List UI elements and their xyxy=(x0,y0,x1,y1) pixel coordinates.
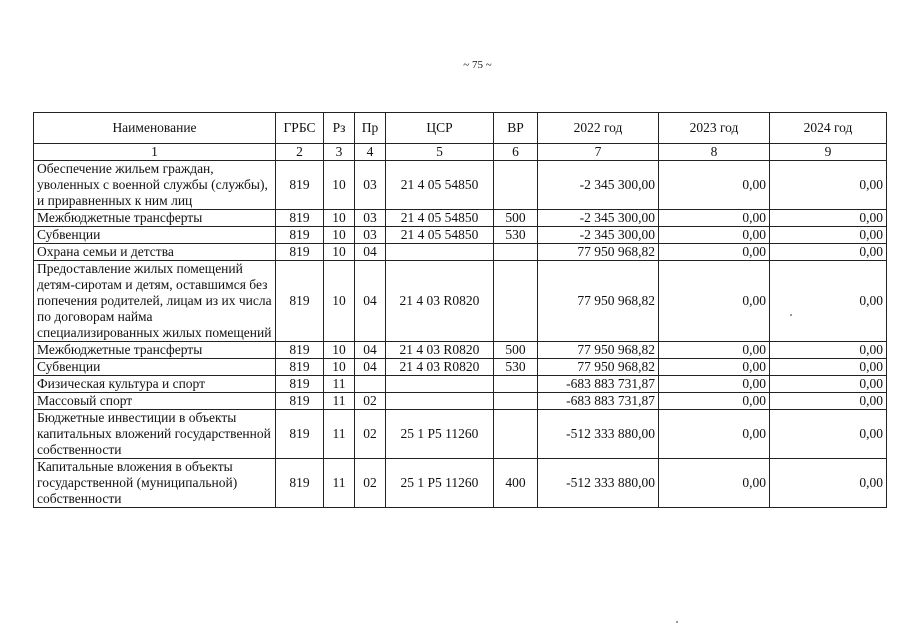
row-grbs: 819 xyxy=(276,161,324,210)
row-pr: 02 xyxy=(355,459,386,508)
row-grbs: 819 xyxy=(276,359,324,376)
header-vr: ВР xyxy=(494,113,538,144)
row-amount-2022: 77 950 968,82 xyxy=(538,261,659,342)
row-name: Субвенции xyxy=(34,359,276,376)
row-pr: 03 xyxy=(355,161,386,210)
row-vr: 530 xyxy=(494,359,538,376)
row-name: Межбюджетные трансферты xyxy=(34,210,276,227)
header-2023: 2023 год xyxy=(659,113,770,144)
row-vr xyxy=(494,376,538,393)
row-amount-2024: 0,00 xyxy=(770,161,887,210)
row-amount-2023: 0,00 xyxy=(659,376,770,393)
row-csr: 21 4 05 54850 xyxy=(386,210,494,227)
row-name: Массовый спорт xyxy=(34,393,276,410)
row-name: Бюджетные инвестиции в объекты капитальных вложений государственной собственности xyxy=(34,410,276,459)
row-amount-2023: 0,00 xyxy=(659,210,770,227)
row-grbs: 819 xyxy=(276,227,324,244)
row-amount-2024: 0,00 xyxy=(770,393,887,410)
row-rz: 11 xyxy=(324,393,355,410)
row-grbs: 819 xyxy=(276,261,324,342)
row-pr: 03 xyxy=(355,227,386,244)
column-number: 8 xyxy=(659,144,770,161)
table-row xyxy=(34,161,887,210)
row-grbs: 819 xyxy=(276,244,324,261)
row-amount-2022: 77 950 968,82 xyxy=(538,342,659,359)
table-row xyxy=(34,261,887,342)
row-rz: 11 xyxy=(324,376,355,393)
row-amount-2023: 0,00 xyxy=(659,244,770,261)
table-row xyxy=(34,244,887,261)
row-csr: 25 1 P5 11260 xyxy=(386,410,494,459)
row-amount-2022: -512 333 880,00 xyxy=(538,410,659,459)
scan-speck xyxy=(676,621,678,623)
row-amount-2024: 0,00 xyxy=(770,342,887,359)
row-rz: 11 xyxy=(324,459,355,508)
row-pr: 04 xyxy=(355,261,386,342)
row-amount-2024: 0,00 xyxy=(770,244,887,261)
row-vr: 400 xyxy=(494,459,538,508)
row-vr: 500 xyxy=(494,342,538,359)
header-name: Наименование xyxy=(34,113,276,144)
header-rz: Рз xyxy=(324,113,355,144)
row-rz: 10 xyxy=(324,227,355,244)
scan-speck xyxy=(790,314,792,316)
row-grbs: 819 xyxy=(276,393,324,410)
row-amount-2024: 0,00 xyxy=(770,459,887,508)
column-number: 3 xyxy=(324,144,355,161)
row-grbs: 819 xyxy=(276,342,324,359)
page-number: ~ 75 ~ xyxy=(463,59,492,71)
row-csr: 21 4 05 54850 xyxy=(386,161,494,210)
table-row xyxy=(34,210,887,227)
row-csr: 21 4 03 R0820 xyxy=(386,342,494,359)
row-vr: 530 xyxy=(494,227,538,244)
row-vr xyxy=(494,393,538,410)
row-amount-2022: -2 345 300,00 xyxy=(538,210,659,227)
row-name: Субвенции xyxy=(34,227,276,244)
row-amount-2024: 0,00 xyxy=(770,410,887,459)
row-grbs: 819 xyxy=(276,376,324,393)
row-csr: 21 4 03 R0820 xyxy=(386,359,494,376)
column-number: 5 xyxy=(386,144,494,161)
row-rz: 10 xyxy=(324,161,355,210)
table-row xyxy=(34,393,887,410)
row-vr xyxy=(494,261,538,342)
row-rz: 10 xyxy=(324,359,355,376)
header-csr: ЦСР xyxy=(386,113,494,144)
header-2024: 2024 год xyxy=(770,113,887,144)
row-vr xyxy=(494,244,538,261)
row-amount-2023: 0,00 xyxy=(659,342,770,359)
table-row xyxy=(34,227,887,244)
row-amount-2023: 0,00 xyxy=(659,227,770,244)
row-amount-2024: 0,00 xyxy=(770,210,887,227)
budget-table xyxy=(33,112,887,508)
row-csr xyxy=(386,393,494,410)
header-grbs: ГРБС xyxy=(276,113,324,144)
column-number: 7 xyxy=(538,144,659,161)
row-grbs: 819 xyxy=(276,459,324,508)
table-row xyxy=(34,459,887,508)
row-grbs: 819 xyxy=(276,410,324,459)
row-csr xyxy=(386,244,494,261)
row-amount-2023: 0,00 xyxy=(659,393,770,410)
header-row xyxy=(34,113,887,144)
row-amount-2024: 0,00 xyxy=(770,227,887,244)
row-rz: 10 xyxy=(324,342,355,359)
table-row xyxy=(34,410,887,459)
row-csr: 25 1 P5 11260 xyxy=(386,459,494,508)
row-vr xyxy=(494,410,538,459)
column-number: 6 xyxy=(494,144,538,161)
row-csr: 21 4 03 R0820 xyxy=(386,261,494,342)
column-number: 2 xyxy=(276,144,324,161)
row-pr: 04 xyxy=(355,342,386,359)
row-rz: 11 xyxy=(324,410,355,459)
row-name: Капитальные вложения в объекты государственной (муниципальной) собственности xyxy=(34,459,276,508)
row-amount-2022: 77 950 968,82 xyxy=(538,244,659,261)
row-pr: 04 xyxy=(355,359,386,376)
column-number: 9 xyxy=(770,144,887,161)
row-rz: 10 xyxy=(324,210,355,227)
row-amount-2024: 0,00 xyxy=(770,376,887,393)
column-number: 4 xyxy=(355,144,386,161)
row-rz: 10 xyxy=(324,261,355,342)
row-amount-2023: 0,00 xyxy=(659,261,770,342)
column-number: 1 xyxy=(34,144,276,161)
row-amount-2022: -2 345 300,00 xyxy=(538,227,659,244)
row-amount-2022: -683 883 731,87 xyxy=(538,376,659,393)
row-grbs: 819 xyxy=(276,210,324,227)
row-pr: 02 xyxy=(355,410,386,459)
row-name: Предоставление жилых помещений детям-сиротам и детям, оставшимся без попечения родителей, лицам из их числа по договорам найма специализированных жилых помещений xyxy=(34,261,276,342)
table-row xyxy=(34,376,887,393)
row-pr: 04 xyxy=(355,244,386,261)
table-row xyxy=(34,359,887,376)
table-row xyxy=(34,342,887,359)
row-amount-2023: 0,00 xyxy=(659,410,770,459)
row-name: Межбюджетные трансферты xyxy=(34,342,276,359)
row-name: Обеспечение жильем граждан, уволенных с военной службы (службы), и приравненных к ним лиц xyxy=(34,161,276,210)
row-rz: 10 xyxy=(324,244,355,261)
row-amount-2023: 0,00 xyxy=(659,359,770,376)
row-name: Физическая культура и спорт xyxy=(34,376,276,393)
row-amount-2022: -683 883 731,87 xyxy=(538,393,659,410)
row-amount-2023: 0,00 xyxy=(659,459,770,508)
row-amount-2024: 0,00 xyxy=(770,359,887,376)
row-amount-2023: 0,00 xyxy=(659,161,770,210)
row-pr xyxy=(355,376,386,393)
row-amount-2022: 77 950 968,82 xyxy=(538,359,659,376)
row-pr: 03 xyxy=(355,210,386,227)
row-csr xyxy=(386,376,494,393)
row-name: Охрана семьи и детства xyxy=(34,244,276,261)
column-number-row xyxy=(34,144,887,161)
header-pr: Пр xyxy=(355,113,386,144)
row-amount-2022: -512 333 880,00 xyxy=(538,459,659,508)
header-2022: 2022 год xyxy=(538,113,659,144)
row-pr: 02 xyxy=(355,393,386,410)
row-csr: 21 4 05 54850 xyxy=(386,227,494,244)
row-vr: 500 xyxy=(494,210,538,227)
row-amount-2024: 0,00 xyxy=(770,261,887,342)
row-amount-2022: -2 345 300,00 xyxy=(538,161,659,210)
row-vr xyxy=(494,161,538,210)
